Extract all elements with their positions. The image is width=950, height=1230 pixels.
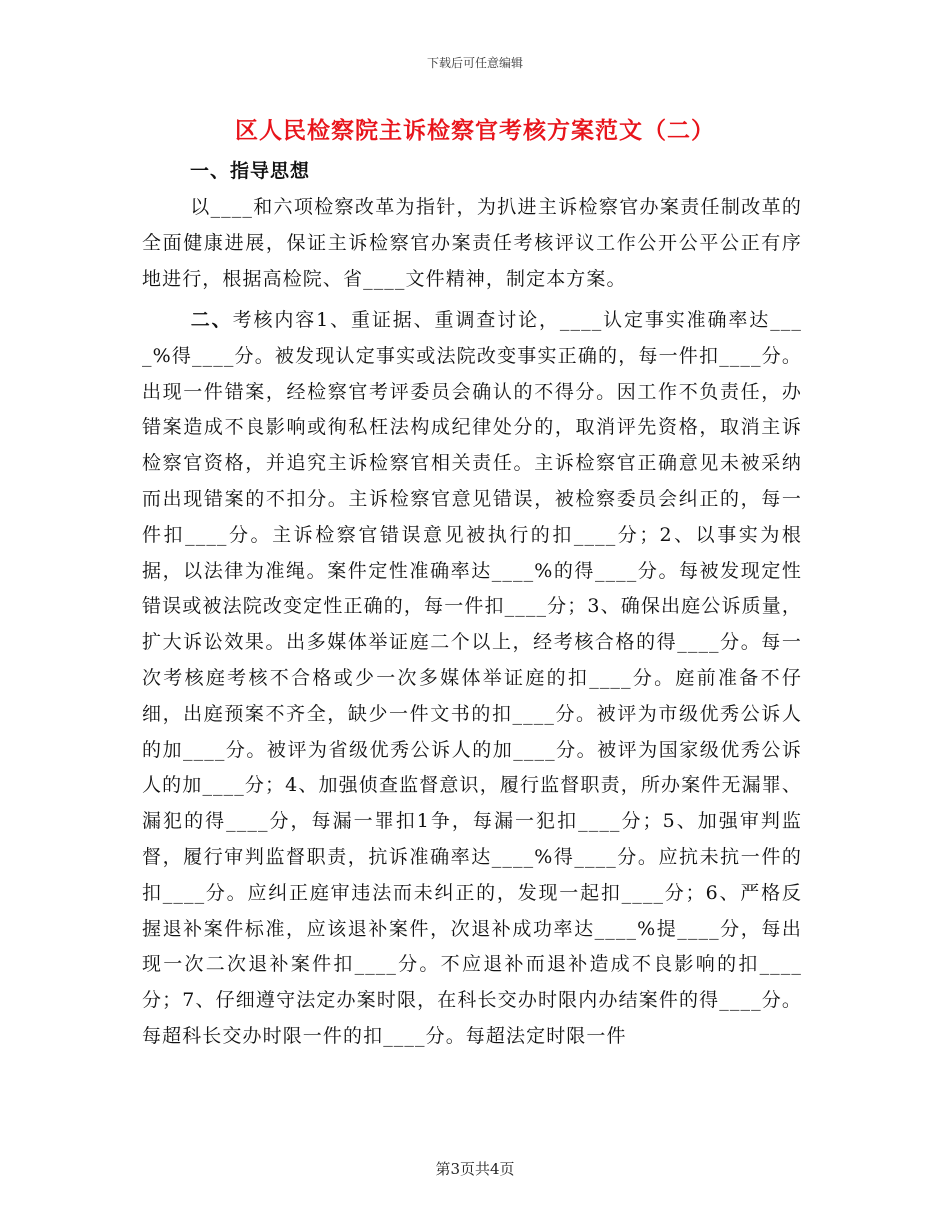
paragraph-assessment-content-text: 考核内容1、重证据、重调查讨论，____认定事实准确率达____%得____分。被发现认定事实或法院改变事实正确的，每一件扣____分。出现一件错案，经检察官考评委员会确认的不得分。因工作不负责任，办错案造成不良影响或徇私枉法构成纪律处分的，取消评先资格，取消主诉检察官资格，并追究主诉检察官相关责任。主诉检察官正确意见未被采纳而出现错案的不扣分。主诉检察官意见错误，被检察委员会纠正的，每一件扣____分。主诉检察官错误意见被执行的扣____分；2、以事实为根据，以法律为准绳。案件定性准确率达____%的得____分。每被发现定性错误或被法院改变定性正确的，每一件扣____分；3、确保出庭公诉质量，扩大诉讼效果。出多媒体举证庭二个以上，经考核合格的得____分。每一次考核庭考核不合格或少一次多媒体举证庭的扣____分。庭前准备不仔细，出庭预案不齐全，缺少一件文书的扣____分。被评为市级优秀公诉人的加____分。被评为省级优秀公诉人的加____分。被评为国家级优秀公诉人的加____分；4、加强侦查监督意识，履行监督职责，所办案件无漏罪、漏犯的得____分，每漏一罪扣1争，每漏一犯扣____分；5、加强审判监督，履行审判监督职责，抗诉准确率达____%得____分。应抗未抗一件的扣____分。应纠正庭审违法而未纠正的，发现一起扣____分；6、严格反握退补案件标准，应该退补案件，次退补成功率达____%提____分，每出现一次二次退补案件扣____分。不应退补而退补造成不良影响的扣____分；7、仔细遵守法定办案时限，在科长交办时限内办结案件的得____分。每超科长交办时限一件的扣____分。每超法定时限一件 (142, 309, 802, 1047)
paragraph-guiding-thought-text: 以____和六项检察改革为指针，为扒进主诉检察官办案责任制改革的全面健康进展，保证主诉检察官办案责任考核评议工作公开公平公正有序地进行，根据高检院、省____文件精神，制定本方案。 (142, 196, 802, 290)
section2-heading: 二、 (190, 309, 233, 331)
paragraph-guiding-thought (142, 190, 802, 297)
section1-heading: 一、指导思想 (190, 160, 311, 182)
document-title: 区人民检察院主诉检察官考核方案范文（二） (235, 117, 715, 144)
page-footer: 第3页共4页 (435, 1160, 515, 1178)
header-note: 下载后可任意编辑 (426, 56, 523, 70)
paragraph-assessment-content (142, 303, 802, 1055)
